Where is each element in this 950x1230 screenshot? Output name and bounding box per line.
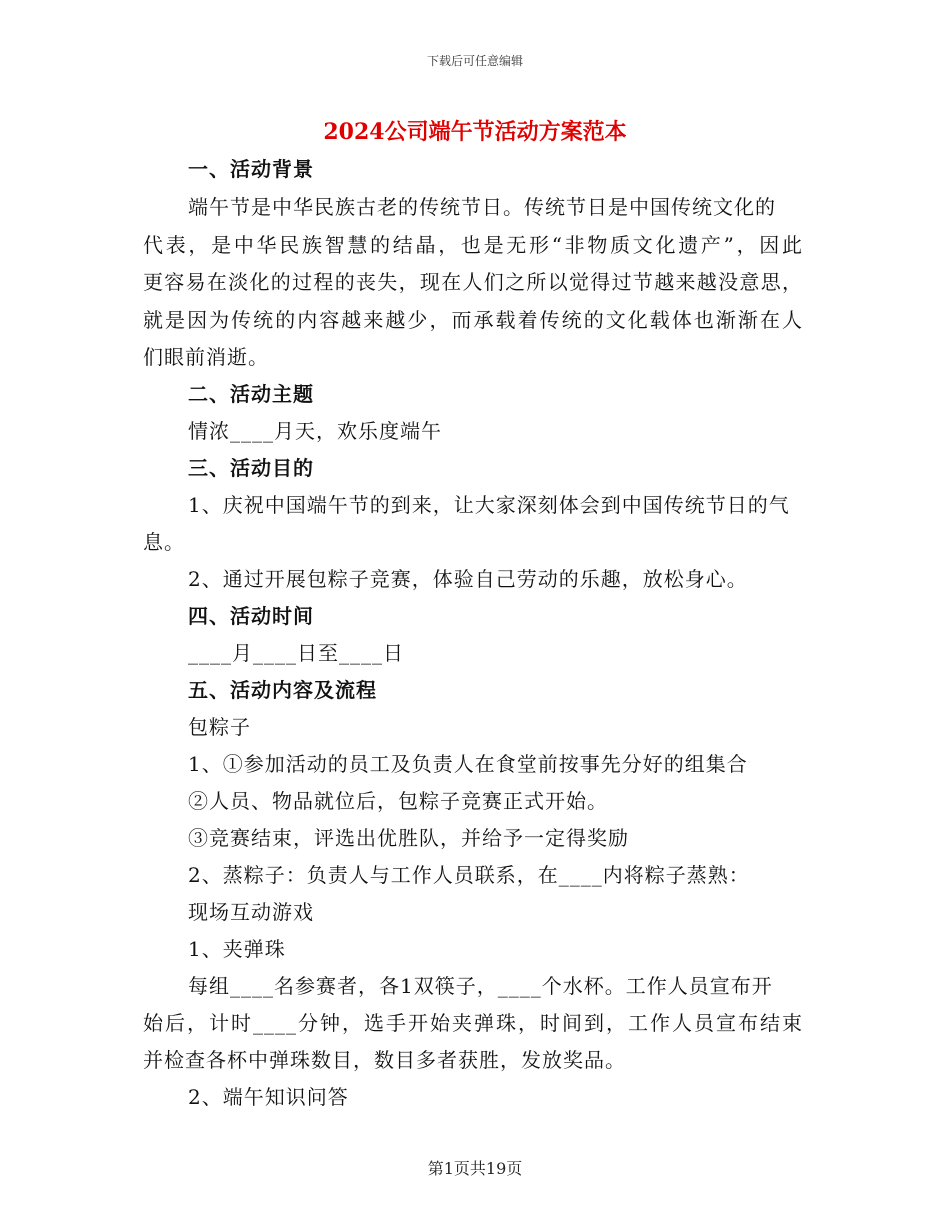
page-number-footer: 第1页共19页 xyxy=(427,1159,523,1178)
paragraph-line: 2、端午知识问答 xyxy=(188,1085,349,1109)
paragraph-line: 现场互动游戏 xyxy=(188,900,314,924)
paragraph-line: 就是因为传统的内容越来越少，而承载着传统的文化载体也渐渐在人 xyxy=(143,308,803,332)
paragraph-line: ____月____日至____日 xyxy=(188,641,404,665)
paragraph-line: 息。 xyxy=(143,530,185,554)
section-heading-time: 四、活动时间 xyxy=(188,604,314,628)
paragraph-line: 代表，是中华民族智慧的结晶，也是无形“非物质文化遗产”，因此 xyxy=(143,233,803,257)
paragraph-line: ②人员、物品就位后，包粽子竞赛正式开始。 xyxy=(188,789,608,813)
paragraph-line: ③竞赛结束，评选出优胜队，并给予一定得奖励 xyxy=(188,826,629,850)
paragraph-line: 每组____名参赛者，各1双筷子，____个水杯。工作人员宣布开 xyxy=(188,974,773,998)
paragraph-line: 1、①参加活动的员工及负责人在食堂前按事先分好的组集合 xyxy=(188,752,748,776)
paragraph-line: 2、通过开展包粽子竞赛，体验自己劳动的乐趣，放松身心。 xyxy=(188,567,748,591)
paragraph-line: 并检查各杯中弹珠数目，数目多者获胜，发放奖品。 xyxy=(143,1048,626,1072)
header-note: 下载后可任意编辑 xyxy=(426,54,523,68)
section-heading-purpose: 三、活动目的 xyxy=(188,456,314,480)
paragraph-line: 们眼前消逝。 xyxy=(143,345,269,369)
paragraph-line: 1、庆祝中国端午节的到来，让大家深刻体会到中国传统节日的气 xyxy=(188,493,790,517)
section-heading-content: 五、活动内容及流程 xyxy=(188,678,377,702)
section-heading-background: 一、活动背景 xyxy=(188,157,314,181)
paragraph-line: 端午节是中华民族古老的传统节日。传统节日是中国传统文化的 xyxy=(188,195,776,219)
section-heading-theme: 二、活动主题 xyxy=(188,382,314,406)
document-title: 2024公司端午节活动方案范本 xyxy=(323,119,627,145)
paragraph-line: 1、夹弹珠 xyxy=(188,937,286,961)
paragraph-line: 2、蒸粽子：负责人与工作人员联系，在____内将粽子蒸熟： xyxy=(188,863,750,887)
paragraph-line: 始后，计时____分钟，选手开始夹弹珠，时间到，工作人员宣布结束 xyxy=(143,1011,803,1035)
paragraph-line: 包粽子 xyxy=(188,715,251,739)
paragraph-line: 更容易在淡化的过程的丧失，现在人们之所以觉得过节越来越没意思， xyxy=(143,270,803,294)
paragraph-line: 情浓____月天，欢乐度端午 xyxy=(188,419,442,443)
